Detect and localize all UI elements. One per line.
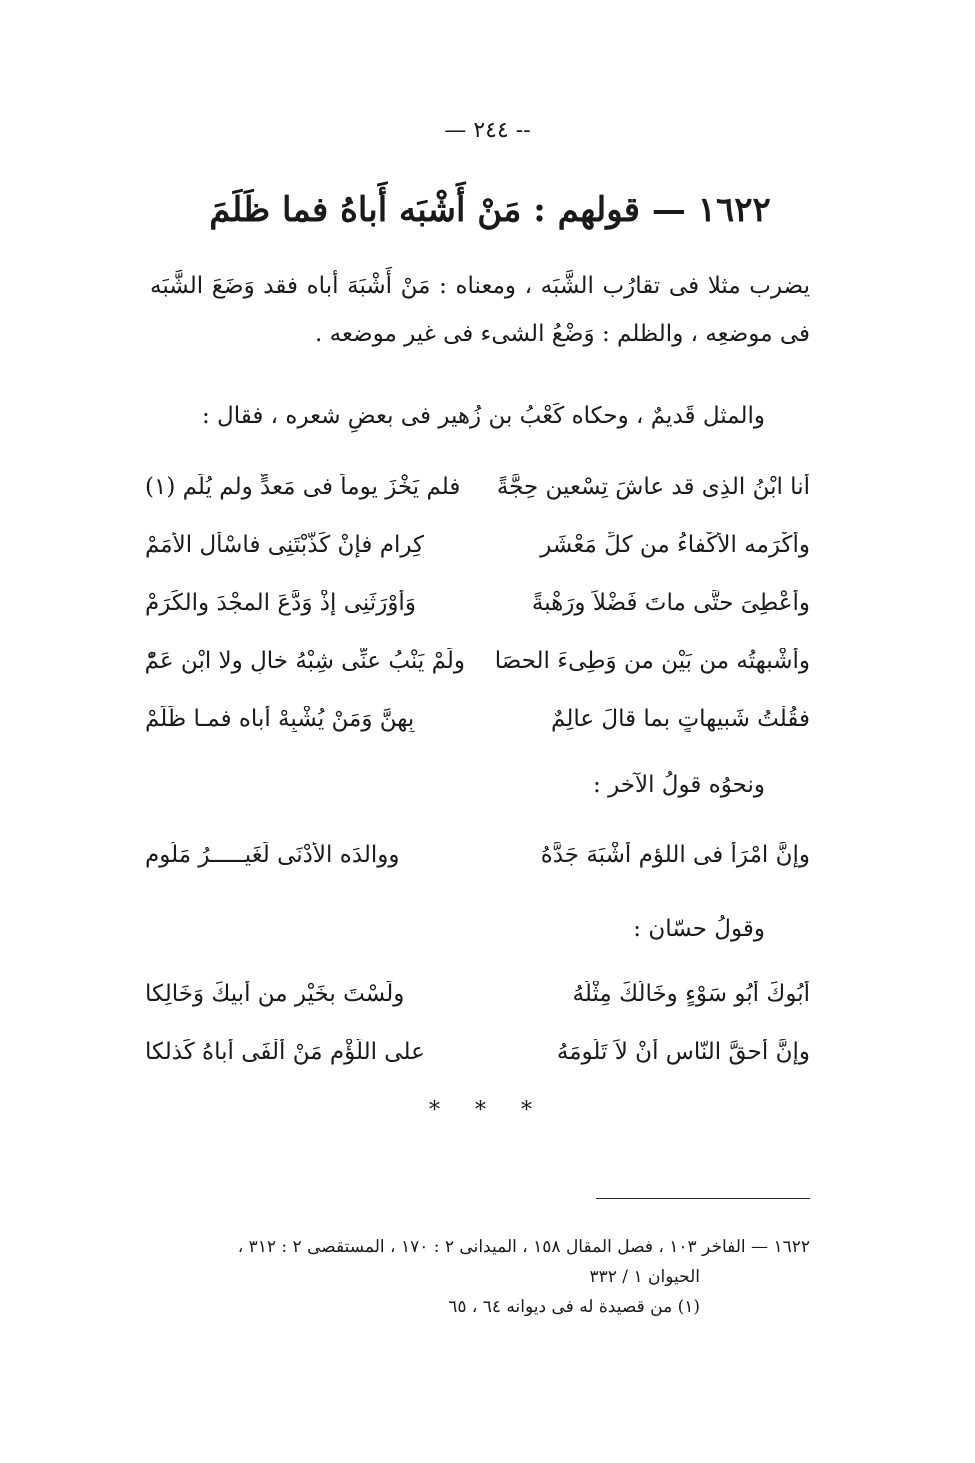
attribution-paragraph: والمثل قَديمٌ ، وحكاه كَعْبُ بن زُهير فى بعضِ شعره ، فقال : <box>201 403 765 429</box>
verse-line <box>145 690 810 748</box>
first-hemistich: فقُلْتُ شَبيهاتٍ بما قالَ عالِمٌ <box>551 706 810 732</box>
first-hemistich: وأَشْبهتُه من بَيْنِ من وَطِىءَ الحصَا <box>494 648 810 674</box>
second-hemistich: ولَمْ يَنْبُ عنِّى شِبْهُ خالٍ ولا ابْنِ عَمّْ <box>145 648 465 674</box>
intro-other-poet: ونحوُه قولُ الآخر : <box>593 772 765 798</box>
footnote-sources: ١٦٢٢ — الفاخر ١٠٣ ، فصل المقال ١٥٨ ، الميدانى ٢ : ١٧٠ ، المستقصى ٢ : ٣١٢ ، <box>237 1237 810 1257</box>
verse-line <box>145 574 810 632</box>
explanation-paragraph: يضرب مثلا فى تقارُب الشَّبَه ، ومعناه : مَنْ أَشْبَهَ أباه فقد وَضَعَ الشَّبَه فى موضعِه ، والظلم : وَضْعُ الشىء فى غير موضعه . <box>150 273 810 347</box>
second-hemistich: بِهِنَّ وَمَنْ يُشْبِهْ أباه فمـا ظَلَمْ <box>145 706 415 732</box>
verse-line <box>145 1023 810 1081</box>
verse-line <box>145 458 810 516</box>
second-hemistich: فلم يَخْزَ يوماً فى مَعدٍّ ولم يُلَمِ (١) <box>145 474 461 500</box>
intro-hassan: وقولُ حسّان : <box>633 916 765 942</box>
second-hemistich: كِرامٍ فإنْ كَذَّبْتَنِى فاسْأَل الأُمَمْ <box>145 532 425 558</box>
first-hemistich: وإنَّ امْرَأً فى اللؤم أَشْبَهَ جَدَّهُ <box>540 842 810 868</box>
poem-other <box>145 826 810 884</box>
page-number: -- ٢٤٤ — <box>444 118 531 143</box>
verse-line <box>145 516 810 574</box>
footnotes <box>145 1232 810 1322</box>
footnote-1: (١) من قصيدة له فى ديوانه ٦٤ ، ٦٥ <box>448 1297 700 1317</box>
first-hemistich: أَبُوكَ أَبُو سَوْءٍ وخَالُكَ مِثْلُهُ <box>572 981 810 1007</box>
poem-hassan <box>145 965 810 1081</box>
footnote-rule <box>596 1198 810 1199</box>
verse-line <box>145 826 810 884</box>
first-hemistich: وأَكْرَمه الأَكْفاءُ من كلِّ مَعْشَرٍ <box>540 532 810 558</box>
verse-line <box>145 632 810 690</box>
second-hemistich: ووالدَه الأَدْنَى لَغَيـــــرُ مَلُومِ <box>145 842 400 868</box>
section-separator: * * * <box>429 1098 546 1123</box>
first-hemistich: أنا ابْنُ الذِى قد عاشَ تِسْعين حِجَّةً <box>496 474 810 500</box>
entry-title: ١٦٢٢ — قولهم : مَنْ أَشْبَه أَباهُ فما ظَلَمَ <box>209 190 771 230</box>
second-hemistich: وَأَوْرَثَنِى إِذْ وَدَّعَ المجْدَ والكَرَمْ <box>145 590 416 616</box>
second-hemistich: ولَسْتَ بخَيْرٍ من أَبيكَ وَخَالِكا <box>145 981 405 1007</box>
poem-kaab <box>145 458 810 748</box>
footnote-sources-cont: الحيوان ١ / ٣٣٢ <box>589 1267 700 1287</box>
verse-line <box>145 965 810 1023</box>
second-hemistich: على اللُّؤْمِ مَنْ أَلْفَى أَباهُ كَذلكا <box>145 1039 425 1065</box>
first-hemistich: وأُعْطِىَ حتَّى ماتَ فَضْلاً ورَهْبةً <box>531 590 810 616</box>
first-hemistich: وإنَّ أحقَّ النّاسِ أنْ لاَ تَلُومَهُ <box>556 1039 810 1065</box>
